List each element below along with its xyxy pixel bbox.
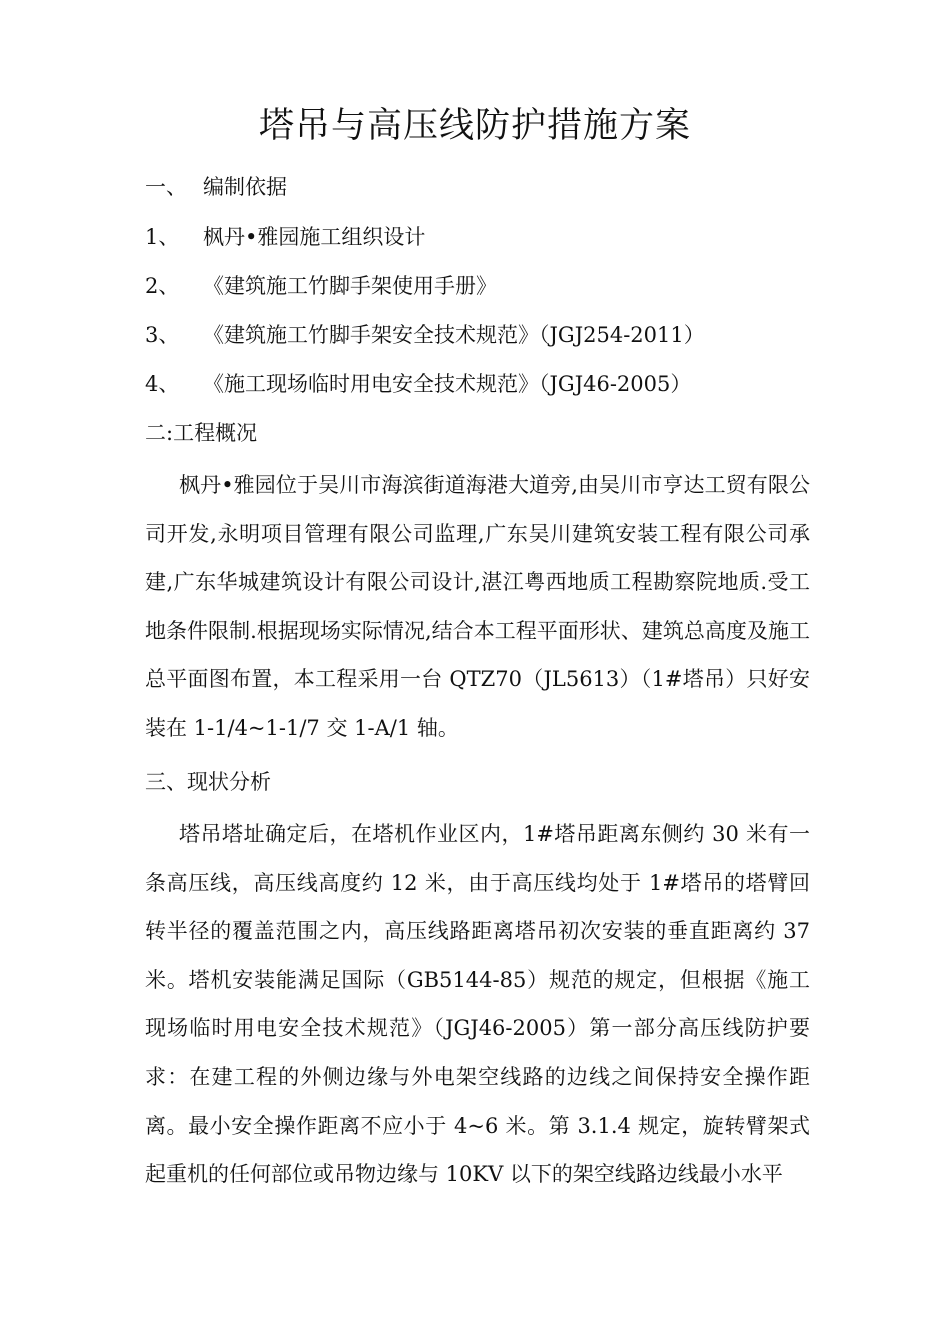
basis-item-4: [145, 369, 691, 399]
list-item-text: 枫丹•雅园施工组织设计: [203, 225, 426, 249]
section-title: 编制依据: [203, 175, 287, 199]
list-item-text: 《建筑施工竹脚手架安全技术规范》（JGJ254-2011）: [203, 323, 705, 347]
section-heading-basis: [145, 172, 287, 202]
list-item-text: 《施工现场临时用电安全技术规范》（JGJ46-2005）: [203, 372, 692, 396]
list-item-text: 《建筑施工竹脚手架使用手册》: [203, 274, 497, 298]
section-heading-overview: 二:工程概况: [145, 421, 258, 445]
basis-item-2: [145, 271, 497, 301]
basis-item-3: [145, 320, 705, 350]
list-item-number: 4、: [145, 372, 180, 396]
page-title: 塔吊与高压线防护措施方案: [258, 106, 691, 146]
list-item-number: 3、: [145, 323, 180, 347]
section-heading-analysis: 三、现状分析: [145, 770, 271, 794]
section-number: 一、: [145, 175, 187, 199]
basis-item-1: [145, 222, 425, 252]
list-item-number: 2、: [145, 274, 180, 298]
list-item-number: 1、: [145, 225, 180, 249]
overview-paragraph: 枫丹•雅园位于吴川市海滨街道海港大道旁,由吴川市亨达工贸有限公司开发,永明项目管理有限公司监理,广东吴川建筑安装工程有限公司承建,广东华城建筑设计有限公司设计,湛江粤西地质工程勘察院地质.受工地条件限制.根据现场实际情况,结合本工程平面形状、建筑总高度及施工总平面图布置，本工程采用一台 QTZ70（JL5613）（1#塔吊）只好安装在 1-1/4~1-1/7 交 1-A/1 轴。: [145, 473, 810, 740]
analysis-paragraph: 塔吊塔址确定后，在塔机作业区内，1#塔吊距离东侧约 30 米有一条高压线，高压线高度约 12 米，由于高压线均处于 1#塔吊的塔臂回转半径的覆盖范围之内，高压线路距离塔吊初次安装的垂直距离约 37 米。塔机安装能满足国际（GB5144-85）规范的规定，但根据《施工现场临时用电安全技术规范》（JGJ46-2005）第一部分高压线防护要求：在建工程的外侧边缘与外电架空线路的边线之间保持安全操作距离。最小安全操作距离不应小于 4~6 米。第 3.1.4 规定，旋转臂架式起重机的任何部位或吊物边缘与 10KV 以下的架空线路边线最小水平: [145, 822, 810, 1187]
